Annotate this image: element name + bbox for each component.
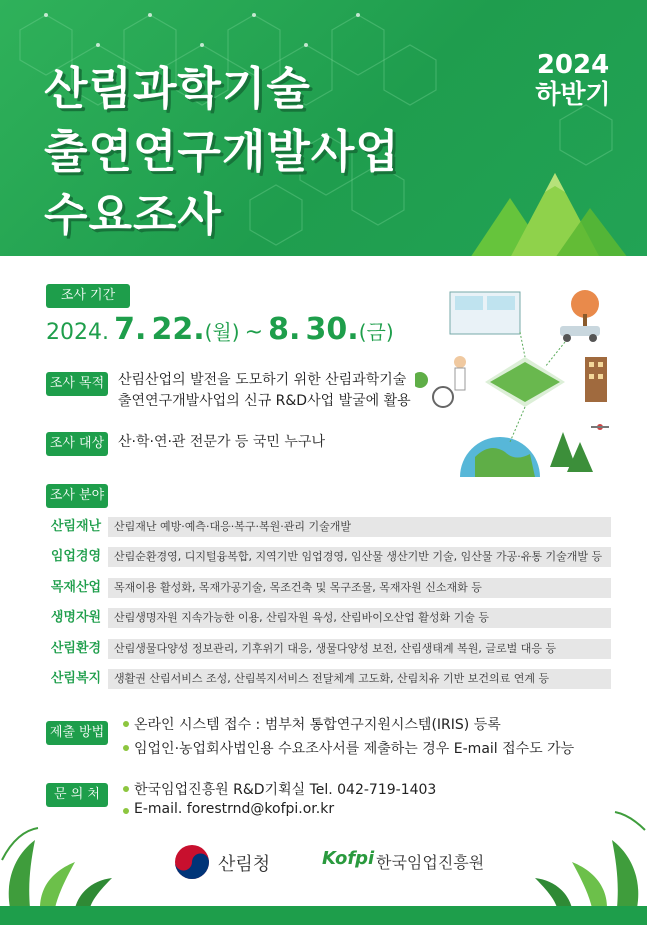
kofpi-mark: Kofpi	[322, 848, 375, 869]
start-month: 7.	[114, 312, 147, 347]
title-line-1: 산림과학기술	[44, 62, 311, 115]
start-dow: (월)	[204, 320, 240, 344]
field-name: 임업경영	[50, 549, 102, 564]
contact-label: 문 의 처	[46, 783, 108, 807]
purpose-line-1: 산림산업의 발전을 도모하기 위한 산림과학기술	[118, 372, 407, 388]
period-year: 2024.	[46, 320, 109, 345]
field-description: 목재이용 활성화, 목재가공기술, 목조건축 및 목구조물, 목재자원 신소재화 등	[108, 578, 611, 598]
start-day: 22.	[151, 312, 205, 347]
field-row	[46, 547, 611, 567]
field-name: 산림재난	[50, 519, 102, 534]
fields-label: 조사 분야	[46, 484, 108, 508]
end-dow: (금)	[358, 320, 394, 344]
target-label: 조사 대상	[46, 432, 108, 456]
contact-email-line: E-mail. forestrnd@kofpi.or.kr	[134, 801, 335, 817]
kofpi-name: 한국임업진흥원	[376, 853, 485, 872]
half-year-text: 하반기	[535, 80, 611, 110]
field-description: 산림순환경영, 디지털융복합, 지역기반 임업경영, 임산물 생산기반 기술, 임산물 가공·유통 기술개발 등	[108, 547, 611, 567]
end-day: 30.	[305, 312, 359, 347]
field-name: 산림복지	[50, 671, 102, 686]
field-row	[46, 639, 611, 659]
year-badge	[528, 50, 618, 110]
field-description: 생활권 산림서비스 조성, 산림복지서비스 전달체계 고도화, 산림치유 기반 보건의료 연계 등	[108, 669, 611, 689]
forest-service-name: 산림청	[218, 854, 271, 875]
purpose-line-2: 출연연구개발사업의 신규 R&D사업 발굴에 활용	[118, 393, 411, 409]
purpose-label: 조사 목적	[46, 372, 108, 396]
target-text: 산·학·연·관 전문가 등 국민 누구나	[118, 434, 325, 450]
purpose-text	[118, 370, 411, 412]
bullet-icon	[123, 721, 129, 727]
field-name: 산림환경	[50, 641, 102, 656]
bullet-icon	[123, 808, 129, 814]
survey-period-dates	[46, 312, 394, 347]
title-line-3: 수요조사	[44, 188, 222, 241]
field-description: 산림생물다양성 정보관리, 기후위기 대응, 생물다양성 보전, 산림생태계 복원, 글로벌 대응 등	[108, 639, 611, 659]
field-name: 생명자원	[50, 610, 102, 625]
submit-line-2: 임업인·농업회사법인용 수요조사서를 제출하는 경우 E-mail 접수도 가능	[134, 741, 575, 757]
bullet-icon	[123, 786, 129, 792]
field-row	[46, 669, 611, 689]
bullet-icon	[123, 745, 129, 751]
submit-label: 제출 방법	[46, 721, 108, 745]
title-line-2: 출연연구개발사업	[44, 125, 400, 178]
mountain-icon	[460, 168, 630, 256]
smart-forest-illustration-icon	[415, 282, 620, 487]
field-row	[46, 608, 611, 628]
leaf-decoration-left-icon	[0, 800, 120, 908]
contact-phone-line: 한국임업진흥원 R&D기획실 Tel. 042-719-1403	[134, 782, 437, 798]
year-text: 2024	[536, 50, 610, 80]
field-row	[46, 517, 611, 537]
leaf-decoration-right-icon	[527, 800, 647, 908]
footer-bar	[0, 906, 647, 925]
field-row	[46, 578, 611, 598]
end-month: 8.	[268, 312, 301, 347]
field-description: 산림생명자원 지속가능한 이용, 산림자원 육성, 산림바이오산업 활성화 기술 등	[108, 608, 611, 628]
period-label: 조사 기간	[46, 284, 130, 308]
field-description: 산림재난 예방·예측·대응·복구·복원·관리 기술개발	[108, 517, 611, 537]
submit-line-1: 온라인 시스템 접수 : 범부처 통합연구지원시스템(IRIS) 등록	[134, 717, 501, 733]
date-tilde: ~	[244, 320, 264, 345]
header-banner	[0, 0, 647, 256]
field-name: 목재산업	[50, 580, 102, 595]
korea-taegeuk-icon	[174, 844, 210, 880]
